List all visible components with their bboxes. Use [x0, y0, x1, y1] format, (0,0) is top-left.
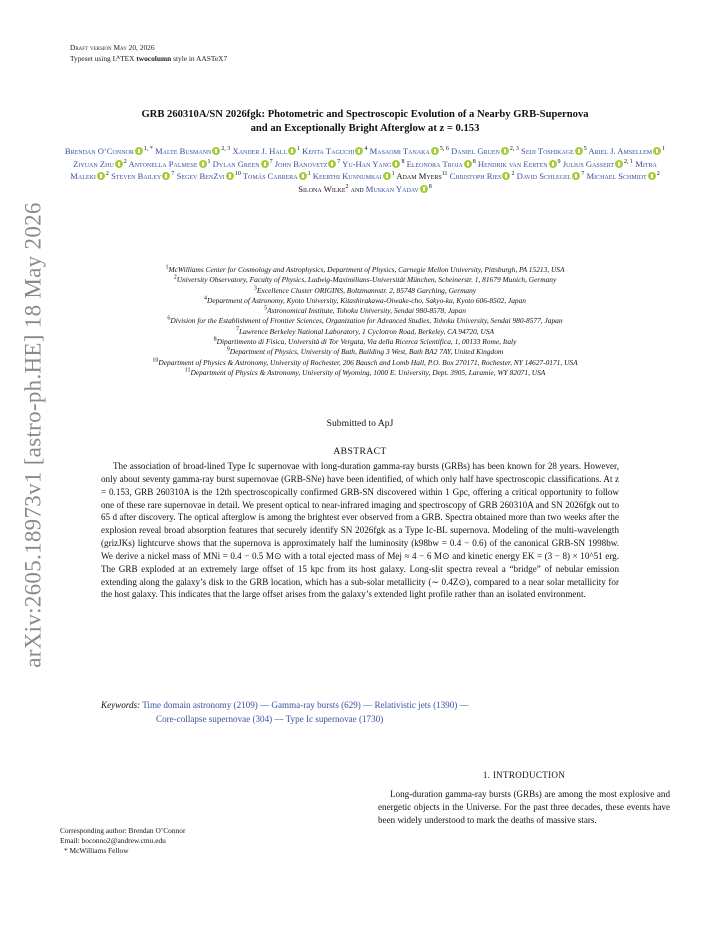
author-affiliation-mark: 5: [583, 146, 587, 153]
affiliation-text: Department of Astronomy, Kyoto University, Kitashirakawa-Oiwake-cho, Sakyo-ku, Kyoto 606-8502, Japan: [207, 295, 526, 305]
introduction-heading: 1. INTRODUCTION: [482, 770, 566, 780]
affiliation-item: [52, 275, 678, 285]
keywords-label: Keywords:: [101, 700, 141, 710]
author-name[interactable]: Mitra Maleki: [70, 158, 657, 181]
author-affiliation-mark: 2, 1: [624, 158, 634, 165]
author-entry: [451, 146, 519, 156]
affiliation-item: [52, 306, 678, 316]
author-name[interactable]: Keerthi Kunnumkai: [312, 171, 382, 181]
author-entry: [111, 171, 174, 181]
author-entry: [396, 171, 447, 181]
fellow-note: * McWilliams Fellow: [64, 846, 129, 855]
keywords-block: [101, 698, 619, 726]
author-affiliation-mark: 10: [234, 171, 241, 178]
affiliation-item: [52, 265, 678, 275]
author-affiliation-mark: 5, 6: [439, 146, 449, 153]
affiliation-number: 6: [167, 316, 171, 323]
author-entry: [275, 159, 341, 169]
author-name[interactable]: Ziyuan Zhu: [73, 158, 114, 169]
author-affiliation-mark: 7: [337, 158, 341, 165]
draft-header: [70, 43, 227, 64]
author-entry: [478, 159, 561, 169]
footnote-block: [60, 826, 360, 856]
author-entry: [450, 171, 515, 181]
author-entry: [213, 159, 273, 169]
affiliation-text: Lawrence Berkeley National Laboratory, 1 Cyclotron Road, Berkeley, CA 94720, USA: [238, 326, 495, 336]
author-entry: [342, 159, 404, 169]
author-entry: [517, 171, 585, 181]
author-name[interactable]: Eleonora Troja: [406, 158, 463, 169]
author-name[interactable]: Xander J. Hall: [232, 146, 288, 156]
title-line-2: and an Exceptionally Bright Afterglow at z = 0.153: [250, 123, 480, 134]
affiliation-item: [52, 337, 678, 347]
author-affiliation-mark: 2: [123, 158, 127, 165]
orcid-icon[interactable]: [383, 172, 391, 180]
orcid-icon[interactable]: [392, 160, 400, 168]
orcid-icon[interactable]: [135, 147, 143, 155]
author-entry: [366, 184, 432, 194]
arxiv-identifier[interactable]: arXiv:2605.18973v1 [astro-ph.HE] 18 May 2026: [21, 202, 46, 668]
orcid-icon[interactable]: [212, 147, 220, 155]
affiliation-item: [52, 296, 678, 306]
author-entry: [298, 184, 348, 194]
orcid-icon[interactable]: [464, 160, 472, 168]
author-affiliation-mark: 2: [656, 171, 660, 178]
author-affiliation-mark: 4: [364, 146, 368, 153]
title-line-1: GRB 260310A/SN 2026fgk: Photometric and Spectroscopic Evolution of a Nearby GRB-Supernova: [141, 109, 589, 120]
author-entry: [563, 159, 633, 169]
orcid-icon[interactable]: [431, 147, 439, 155]
author-name[interactable]: Malte Busmann: [155, 146, 212, 156]
author-name[interactable]: Daniel Gruen: [451, 146, 500, 156]
affiliation-number: 3: [253, 285, 257, 292]
author-name[interactable]: John Banovetz: [274, 158, 328, 169]
author-entry: [407, 159, 476, 169]
author-name: Silona Wilke: [298, 183, 346, 194]
orcid-icon[interactable]: [288, 147, 296, 155]
affiliation-number: 10: [152, 357, 159, 364]
author-name[interactable]: Muskan Yadav: [365, 183, 419, 194]
author-affiliation-mark: 1: [391, 171, 395, 178]
affiliation-item: [52, 358, 678, 368]
affiliation-item: [52, 316, 678, 326]
affiliation-number: 11: [184, 367, 191, 374]
author-affiliation-mark: 8: [428, 183, 432, 190]
author-list: Brendan O’Connor $^{1, *}$ Malte Busmann $^{2, 3}$ Xander J. Hall $^1$ Kenta Taguchi $^4$ Masaomi Tanaka $^{5, 6}$ Daniel Gruen $^{2, 3}$ Seiji Toshikage $^5$ Ariel J. Amsellem $^1$ Ziyuan Zhu $^2$ Antonella Palmese $^1$ Dylan Green $^7$ John Banovetz $^7$ Yu-Han Yang $^8$ Eleonora Troja $^8$ Hendrik van Eerten $^9$ Julius Gassert $^{2, 1}$ Mitra Maleki $^2$ Steven Bailey $^7$ Segev BenZvi $^{10}$ Tomás Cabrera $^1$ Keerthi Kunnumkai $^1$ Adam Myers$^{11}$ Christoph Ries $^2$ David Schlegel $^7$ Michael Schmidt $^2$ Silona Wilke$^2$ and Muskan Yadav $^8$: [64, 146, 666, 194]
orcid-icon[interactable]: [501, 147, 509, 155]
author-name[interactable]: Michael Schmidt: [586, 171, 647, 181]
author-name[interactable]: Ariel J. Amsellem: [588, 146, 653, 156]
orcid-icon[interactable]: [199, 160, 207, 168]
typeset-note: Typeset using $L^ATEX$ twocolumn style in AASTeX7: [70, 54, 228, 63]
orcid-icon[interactable]: [115, 160, 123, 168]
author-name[interactable]: Hendrik van Eerten: [477, 158, 548, 169]
orcid-icon[interactable]: [299, 172, 307, 180]
abstract-text: The association of broad-lined Type Ic supernovae with long-duration gamma-ray bursts (GRBs) has been known for 28 years. However, only about seventy gamma-ray burst supernovae (GRB-SNe) have been identified, of which only half have spectroscopic classifications. At z = 0.153, GRB 260310A is the 12th spectroscopically confirmed GRB-SN discovered within 1 Gpc, offering a critical opportunity to follow one of these rare supernovae in detail. We present optical to near-infrared imaging and spectroscopy of GRB 260310A and SN 2026fgk out to 65 d after discovery. The optical afterglow is among the brightest ever observed from a GRB. Spectra obtained more than two weeks after the explosion reveal broad absorption features that securely identify SN 2026fgk as a Type Ic-BL supernova. Modeling of the multi-wavelength (grizJKs) lightcurve shows that the supernova is approximately half the luminosity (k98bw = 0.4 − 0.6) of the canonical GRB-SN 1998bw. We derive a nickel mass of MNi = 0.4 − 0.5 M⊙ with a total ejected mass of Mej ≈ 4 − 6 M⊙ and kinetic energy EK = (3 − 8) × 10^51 erg. The GRB exploded at an extremely large offset of 15 kpc from its host galaxy. Long-slit spectra reveal a “bridge” of nebular emission extending along the galaxy’s disk to the GRB location, which has a sub-solar metallicity (∼ 0.4Z⊙), compared to a near solar metallicity for the host galaxy. This indicates that the large offset arises from the galaxy’s extended light profile rather than an isolated environment.: [101, 461, 619, 600]
affiliation-number: 8: [213, 336, 217, 343]
author-entry: [232, 146, 300, 156]
orcid-icon[interactable]: [648, 172, 656, 180]
author-name[interactable]: Tomás Cabrera: [242, 171, 298, 181]
author-affiliation-mark: 2, 3: [509, 146, 519, 153]
author-email[interactable]: Email: boconno2@andrew.cmu.edu: [60, 836, 166, 845]
author-entry: [313, 171, 395, 181]
author-affiliation-mark: 1: [297, 146, 301, 153]
author-entry: [370, 146, 449, 156]
affiliation-item: [52, 286, 678, 296]
author-name[interactable]: Masaomi Tanaka: [369, 146, 430, 156]
affiliation-list: [52, 265, 678, 378]
affiliation-number: 9: [226, 346, 230, 353]
author-affiliation-mark: 2: [345, 183, 349, 190]
author-entry: [155, 146, 230, 156]
affiliation-number: 2: [173, 274, 177, 281]
affiliation-text: Department of Physics & Astronomy, University of Wyoming, 1000 E. University, Dept. 3905, Laramie, WY 82071, USA: [190, 367, 546, 377]
affiliation-number: 5: [264, 305, 268, 312]
author-affiliation-mark: 11: [441, 171, 448, 178]
affiliation-text: Excellence Cluster ORIGINS, Boltzmannstr. 2, 85748 Garching, Germany: [256, 285, 477, 295]
author-name[interactable]: Christoph Ries: [449, 171, 502, 181]
author-name[interactable]: David Schlegel: [516, 171, 572, 181]
author-name[interactable]: Seiji Toshikage: [521, 146, 574, 156]
orcid-icon[interactable]: [162, 172, 170, 180]
author-affiliation-mark: 1: [662, 146, 666, 153]
orcid-icon[interactable]: [328, 160, 336, 168]
orcid-icon[interactable]: [575, 147, 583, 155]
author-entry: [128, 159, 210, 169]
orcid-icon[interactable]: [97, 172, 105, 180]
author-entry: [177, 171, 241, 181]
author-name[interactable]: Segev BenZvi: [176, 171, 225, 181]
affiliation-item: [52, 368, 678, 378]
author-affiliation-mark: 1: [307, 171, 311, 178]
affiliation-text: Department of Physics, University of Bath, Building 3 West, Bath BA2 7AY, United Kingdom: [229, 347, 504, 357]
orcid-icon[interactable]: [420, 185, 428, 193]
affiliation-text: Department of Physics & Astronomy, University of Rochester, 206 Bausch and Lomb Hall, P.O. Box 270171, Rochester, NY 14627-0171, USA: [158, 357, 578, 367]
author-affiliation-mark: 8: [472, 158, 476, 165]
author-name[interactable]: Dylan Green: [212, 158, 260, 169]
affiliation-item: [52, 327, 678, 337]
author-affiliation-mark: 2: [105, 171, 109, 178]
orcid-icon[interactable]: [653, 147, 661, 155]
orcid-icon[interactable]: [355, 147, 363, 155]
author-affiliation-mark: 7: [171, 171, 175, 178]
abstract-heading: ABSTRACT: [333, 446, 387, 457]
author-name[interactable]: Antonella Palmese: [128, 158, 198, 169]
introduction-text: Long-duration gamma-ray bursts (GRBs) are among the most explosive and energetic objects in the Universe. For the past three decades, these events have been widely understood to mark the deaths of massive stars.: [378, 789, 670, 825]
affiliation-number: 7: [235, 326, 239, 333]
author-entry: [521, 146, 587, 156]
author-entry: [65, 146, 153, 156]
affiliation-number: 4: [204, 295, 207, 302]
author-affiliation-mark: 7: [269, 158, 273, 165]
paper-title: [60, 108, 670, 136]
orcid-icon[interactable]: [615, 160, 623, 168]
author-name[interactable]: Steven Bailey: [111, 171, 162, 181]
author-name[interactable]: Kenta Taguchi: [302, 146, 355, 156]
arxiv-sidebar-stamp: [14, 200, 54, 670]
orcid-icon[interactable]: [549, 160, 557, 168]
orcid-icon[interactable]: [502, 172, 510, 180]
corresponding-author: Corresponding author: Brendan O’Connor: [60, 826, 186, 835]
affiliation-item: [52, 347, 678, 357]
author-name: Adam Myers: [396, 171, 442, 181]
draft-version: Draft version May 20, 2026: [70, 43, 155, 52]
affiliation-text: McWilliams Center for Cosmology and Astrophysics, Department of Physics, Carnegie Mellon University, Pittsburgh, PA 15213, USA: [168, 265, 565, 274]
author-name[interactable]: Yu-Han Yang: [342, 158, 392, 169]
affiliation-text: Astronomical Institute, Tohoku University, Sendai 980-8578, Japan: [267, 306, 466, 316]
keywords-line-2[interactable]: Core-collapse supernovae (304) — Type Ic supernovae (1730): [156, 714, 384, 724]
author-affiliation-mark: 8: [401, 158, 405, 165]
submission-note: Submitted to ApJ: [326, 418, 394, 429]
affiliation-text: Dipartimento di Fisica, Università di Tor Vergata, Via della Ricerca Scientifica, 1, 00133 Rome, Italy: [216, 337, 517, 347]
author-affiliation-mark: 2, 3: [221, 146, 231, 153]
author-entry: [243, 171, 311, 181]
affiliation-text: Division for the Establishment of Frontier Sciences, Organization for Advanced Studies, Tohoku University, Sendai 980-8577, Japan: [170, 316, 563, 326]
orcid-icon[interactable]: [261, 160, 269, 168]
author-name[interactable]: Brendan O’Connor: [64, 146, 134, 156]
affiliation-text: University Observatory, Faculty of Physics, Ludwig-Maximilians-Universität München, Scheinerstr. 1, 81679 Munich, Germany: [176, 275, 557, 285]
author-entry: [73, 159, 127, 169]
keywords-line-1[interactable]: Time domain astronomy (2109) — Gamma-ray bursts (629) — Relativistic jets (1390) —: [142, 700, 469, 710]
author-affiliation-mark: 1: [207, 158, 211, 165]
orcid-icon[interactable]: [572, 172, 580, 180]
author-entry: [586, 171, 659, 181]
author-name[interactable]: Julius Gassert: [562, 158, 615, 169]
author-affiliation-mark: 7: [581, 171, 585, 178]
affiliation-number: 1: [165, 264, 169, 271]
author-entry: [588, 146, 665, 156]
author-affiliation-mark: 2: [511, 171, 515, 178]
orcid-icon[interactable]: [226, 172, 234, 180]
author-affiliation-mark: 1, *: [143, 146, 153, 153]
author-entry: [302, 146, 367, 156]
author-affiliation-mark: 9: [557, 158, 561, 165]
